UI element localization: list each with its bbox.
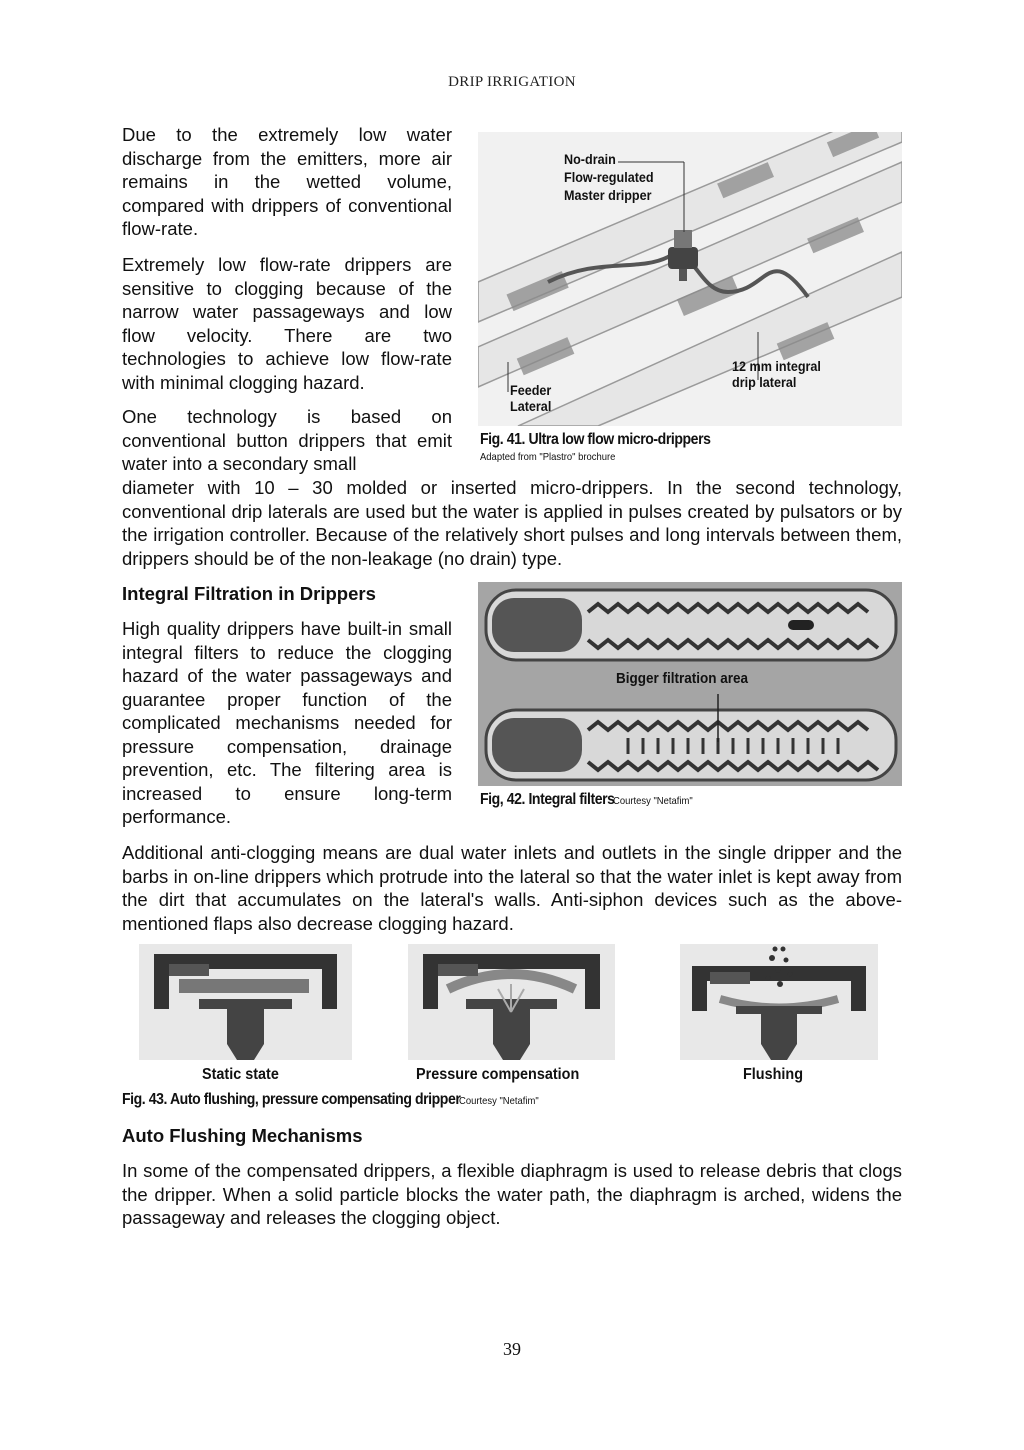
fig42-label: Bigger filtration area (616, 670, 749, 687)
fig43-pressure-image (408, 944, 615, 1060)
fig43-caption: Fig. 43. Auto flushing, pressure compensating dripper Courtesy "Netafim" (122, 1091, 539, 1108)
fig41-image (478, 132, 902, 426)
paragraph-integral-filters: High quality drippers have built-in small integral filters to reduce the clogging hazard of the water passageways and guarantee proper function of the complicated mechanisms needed for pressure compensation, drainage prevention, etc. The filtering area is increased to ensure long-term performance. (122, 618, 452, 827)
running-head: DRIP IRRIGATION (448, 74, 576, 90)
fig42-caption: Fig, 42. Integral filters Courtesy "Netafim" (480, 791, 694, 808)
paragraph-technology-cont: diameter with 10 – 30 molded or inserted micro-drippers. In the second technology, conventional drip laterals are used but the water is applied in pulses created by pulsators or by the irrigation controller. Because of the relatively short pulses and long intervals between them, drippers should be of the non-leakage (no drain) type. (122, 477, 902, 569)
fig43-flushing-image (680, 944, 878, 1060)
fig41-label-lateral: 12 mm integral drip lateral (732, 358, 821, 390)
paragraph-clogging: Extremely low flow-rate drippers are sensitive to clogging because of the narrow water passageways and low flow velocity. There are two technologies to achieve low flow-rate with minimal clogging hazard. (122, 254, 452, 393)
fig41-label-master: No-drain Flow-regulated Master dripper (564, 151, 654, 203)
paragraph-auto-flushing: In some of the compensated drippers, a flexible diaphragm is used to release debris that clogs the dripper. When a solid particle blocks the water path, the diaphragm is arched, widens the passageway and releases the clogging object. (122, 1160, 902, 1228)
fig43-static-image (139, 944, 352, 1060)
fig41-caption: Fig. 41. Ultra low flow micro-drippers Adapted from "Plastro" brochure (480, 431, 711, 463)
paragraph-anti-clogging: Additional anti-clogging means are dual water inlets and outlets in the single dripper and the barbs in on-line drippers which protrude into the lateral so that the water inlet is kept away from the dirt that accumulates on the lateral's walls. Anti-siphon devices such as the above-mentioned flaps also decrease clogging hazard. (122, 842, 902, 934)
paragraph-technology-start: One technology is based on conventional button drippers that emit water into a secondary small (122, 406, 452, 474)
paragraph-air-volume: Due to the extremely low water discharge from the emitters, more air remains in the wetted volume, compared with drippers of conventional flow-rate. (122, 124, 452, 239)
fig43-label-flushing: Flushing (743, 1066, 803, 1083)
fig43-label-pressure: Pressure compensation (416, 1066, 580, 1083)
fig43-label-static: Static state (202, 1066, 279, 1083)
page-number: 39 (503, 1339, 521, 1359)
heading-auto-flushing: Auto Flushing Mechanisms (122, 1125, 363, 1146)
heading-integral-filtration: Integral Filtration in Drippers (122, 583, 376, 604)
fig41-label-feeder: Feeder Lateral (510, 382, 552, 414)
fig42-image (478, 582, 902, 786)
